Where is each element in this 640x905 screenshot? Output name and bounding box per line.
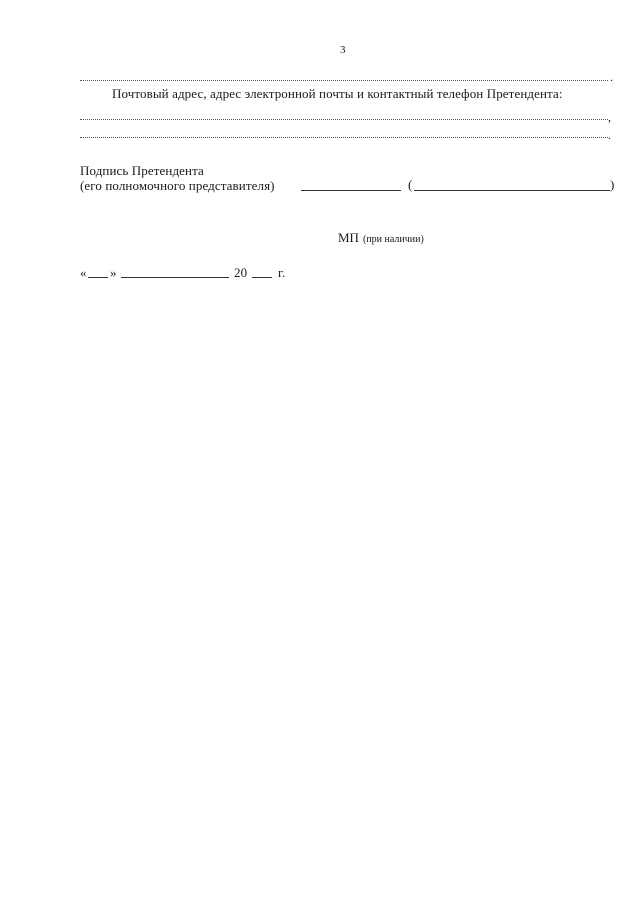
date-day-line [88,277,108,278]
name-decoding-line [414,190,610,191]
contact-info-heading: Почтовый адрес, адрес электронной почты и контактный телефон Претендента: [112,86,563,101]
page-number: 3 [340,44,346,56]
date-year-line [252,277,272,278]
stamp-label: МП [338,230,359,245]
name-paren-open: ( [408,177,413,192]
fill-line-previous [80,80,608,81]
contact-fill-line-1-end: , [608,110,611,124]
date-year-suffix: г. [278,265,286,280]
name-paren-close: ) [610,177,615,192]
contact-fill-line-1 [80,119,608,120]
date-year-prefix: 20 [234,265,248,280]
date-quote-open: « [80,265,87,280]
contact-fill-line-2-end: . [608,128,611,142]
contact-fill-line-2 [80,137,608,138]
stamp-note: (при наличии) [362,234,424,245]
date-quote-close: » [110,265,117,280]
date-month-line [121,277,229,278]
stamp-placeholder [338,229,424,247]
signature-label: Подпись Претендента [80,163,204,178]
signature-line [301,190,401,191]
representative-label: (его полномочного представителя) [80,178,275,193]
fill-line-end-mark: . [610,70,613,84]
